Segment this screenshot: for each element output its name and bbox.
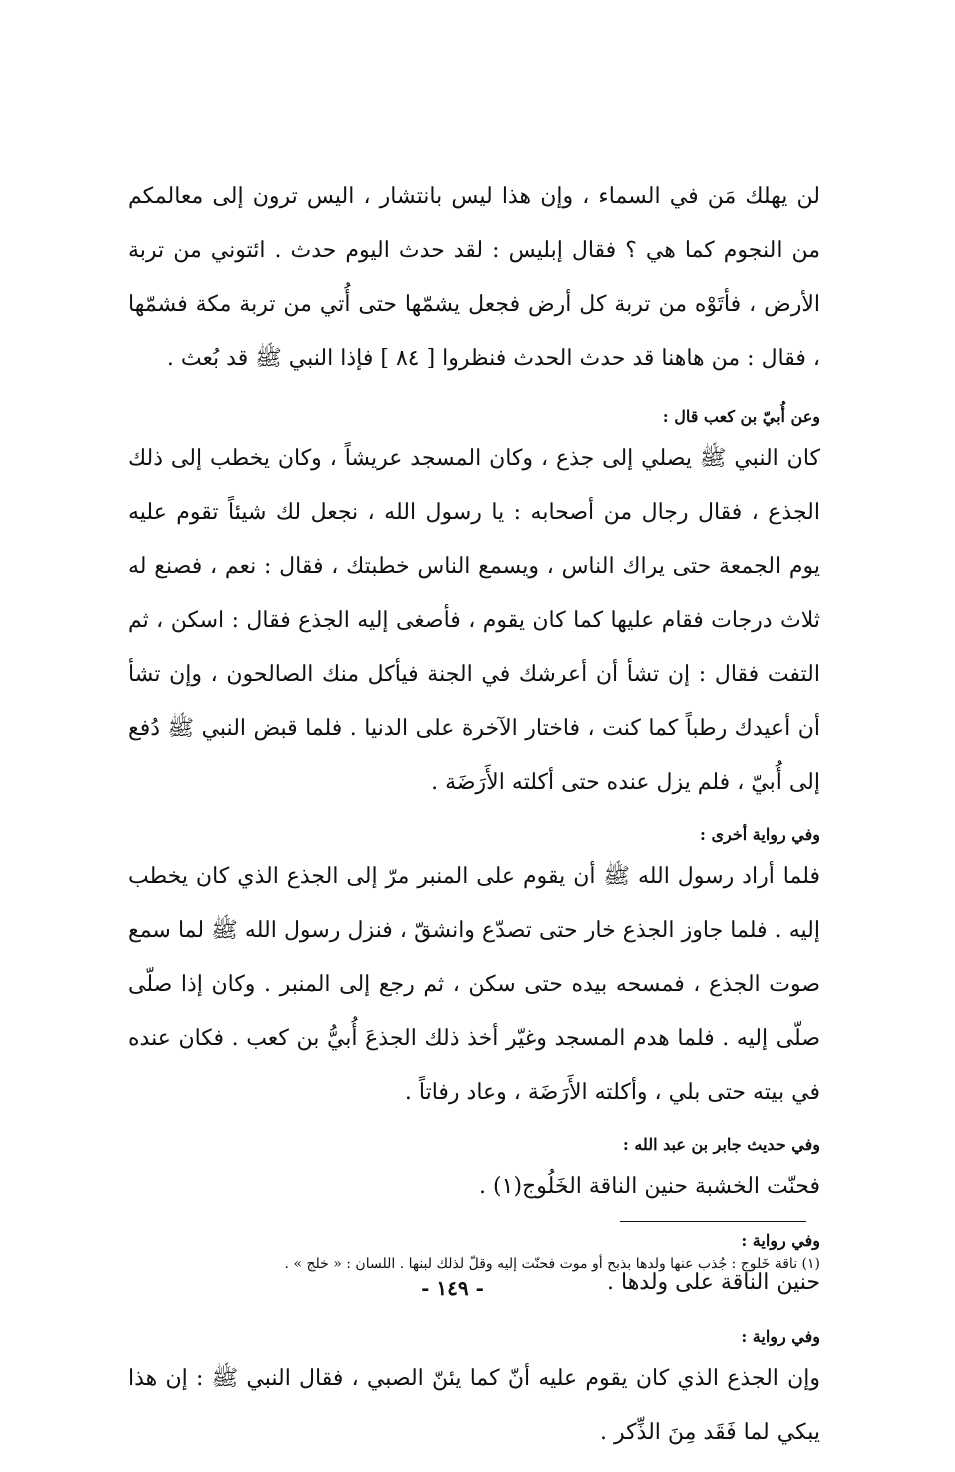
footnote-divider — [620, 1221, 806, 1222]
heading-jabir: وفي حديث جابر بن عبد الله : — [622, 1135, 820, 1154]
paragraph-iblis: لن يهلك مَن في السماء ، وإن هذا ليس بانتشار ، اليس ترون إلى معالمكم من النجوم كما هي ؟ فقال إبليس : لقد حدث اليوم حدث . ائتوني من تربة الأرض ، فأتَوْه من تربة كل أرض فجعل يشمّها حتى أُتي من تربة مكة فشمّها ، فقال : من هاهنا قد حدث الحدث فنظروا [ ٨٤ ] فإذا النبي ﷺ قد بُعث . — [128, 184, 820, 371]
paragraph-minbar: فلما أراد رسول الله ﷺ أن يقوم على المنبر مرّ إلى الجذع الذي كان يخطب إليه . فلما جاوز الجذع خار حتى تصدّع وانشقّ ، فنزل رسول الله ﷺ لما سمع صوت الجذع ، فمسحه بيده حتى سكن ، ثم رجع إلى المنبر . وكان إذا صلّى صلّى إليه . فلما هدم المسجد وغيّر أخذ ذلك الجذعَ أُبيُّ بن كعب . فكان عنده في بيته حتى بلي ، وأكلته الأَرَضَة ، وعاد رفاتاً . — [128, 864, 820, 1105]
paragraph-camel-yearning: حنين الناقة على ولدها . — [607, 1270, 820, 1295]
paragraph-wood-yearned: فحنّت الخشبة حنين الناقة الخَلُوج(١) . — [479, 1174, 820, 1199]
page-number: - ١٤٩ - — [421, 1276, 484, 1300]
heading-narration-1: وفي رواية : — [741, 1231, 820, 1250]
heading-another-narration: وفي رواية أخرى : — [700, 825, 820, 844]
paragraph-palm-trunk: كان النبي ﷺ يصلي إلى جذع ، وكان المسجد عريشاً ، وكان يخطب إلى ذلك الجذع ، فقال رجال من أصحابه : يا رسول الله ، نجعل لك شيئاً تقوم عليه يوم الجمعة حتى يراك الناس ، ويسمع الناس خطبتك ، فقال : نعم ، فصنع له ثلاث درجات فقام عليها كما كان يقوم ، فأصغى إليه الجذع فقال : اسكن ، ثم التفت فقال : إن تشأ أن أعرشك في الجنة فيأكل منك الصالحون ، وإن تشأ أن أعيدك رطباً كما كنت ، فاختار الآخرة على الدنيا . فلما قبض النبي ﷺ دُفع إلى أُبيّ ، فلم يزل عنده حتى أكلته الأَرَضَة . — [128, 446, 820, 795]
footnote: (١) ناقة خَلوج : جُذب عنها ولدها بذبح أو موت فحنّت إليه وقلّ لذلك لبنها . اللسان : « خلج » . — [284, 1256, 820, 1272]
heading-narration-2: وفي رواية : — [741, 1327, 820, 1346]
paragraph-trunk-crying: وإن الجذع الذي كان يقوم عليه أنّ كما يئنّ الصبي ، فقال النبي ﷺ : إن هذا يبكي لما فَقَد مِنَ الذِّكر . — [128, 1366, 820, 1445]
heading-ubayy: وعن أُبيّ بن كعب قال : — [662, 407, 820, 426]
